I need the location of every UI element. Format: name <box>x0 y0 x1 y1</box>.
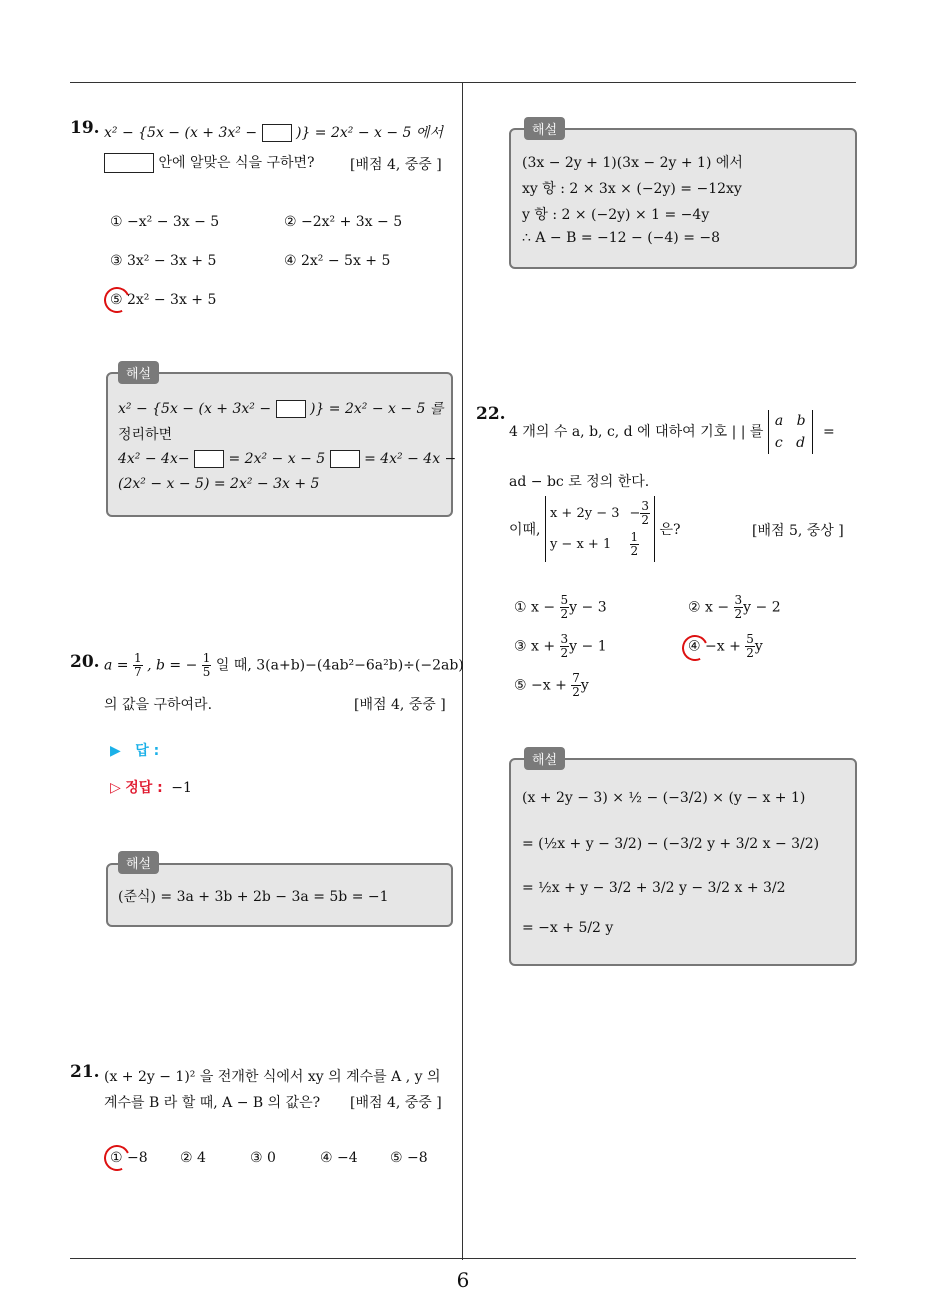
q20-meta: [배점 4, 중중 ] <box>354 697 446 713</box>
q19-sol-line2: 정리하면 <box>118 427 173 443</box>
q20-a-num: 1 <box>133 651 142 665</box>
q22-sol-line3: = ½x + y − 3/2 + 3/2 y − 3/2 x + 3/2 <box>522 880 786 896</box>
q22-line3 <box>509 496 681 562</box>
q21-choice-1[interactable]: ① −8 <box>110 1150 148 1166</box>
q22-m22-den: 2 <box>630 544 639 558</box>
q20-a-frac <box>133 652 143 679</box>
q19-sol-3a: 4x² − 4x− <box>118 451 190 467</box>
q22-text1: 4 개의 수 a, b, c, d 에 대하여 기호 | | 를 <box>509 424 764 440</box>
q22-c3-den: 2 <box>560 646 569 660</box>
q22-sol-line4: = −x + 5/2 y <box>522 920 614 936</box>
q22-c4-frac <box>745 633 755 660</box>
q19-sol-3c: = 4x² − 4x − <box>364 451 457 467</box>
q22-meta: [배점 5, 중상 ] <box>752 523 844 539</box>
q22-c2-frac <box>734 594 744 621</box>
q22-c5-den: 2 <box>572 685 580 699</box>
answer-arrow-icon: ▶ <box>110 743 121 759</box>
q20-line2: 의 값을 구하여라. <box>104 697 213 713</box>
q20-solution-tag: 해설 <box>118 851 159 874</box>
q22-sol-line1: (x + 2y − 3) × ½ − (−3/2) × (y − x + 1) <box>522 790 806 806</box>
q20-a-den: 7 <box>133 665 142 679</box>
q22-c3-pre: ③ x + <box>514 638 556 655</box>
bottom-rule <box>70 1258 856 1259</box>
q22-c2-den: 2 <box>734 607 743 621</box>
q19-blank-2 <box>104 153 154 173</box>
q22-eq: = <box>823 424 835 440</box>
q22-c1-num: 5 <box>560 593 569 607</box>
q21-sol-line3: y 항 : 2 × (−2y) × 1 = −4y <box>522 207 710 223</box>
q19-sol-3b: = 2x² − x − 5 <box>228 451 326 467</box>
q22-solution-tag: 해설 <box>524 747 565 770</box>
q22-m11: x + 2y − 3 <box>549 506 620 521</box>
correct-arrow-icon: ▷ <box>110 780 121 796</box>
q22-choice-1[interactable] <box>514 594 607 621</box>
q22-m21: y − x + 1 <box>549 537 612 552</box>
q19-sol-1a: x² − {5x − (x + 3x² − <box>118 401 272 417</box>
q22-c4-pre: ④ −x + <box>688 638 741 655</box>
q22-c3-post: y − 1 <box>569 638 607 655</box>
page-number: 6 <box>456 1268 470 1292</box>
q22-c5-frac <box>571 672 581 699</box>
q19-sol-blank-1 <box>276 400 306 418</box>
q21-choice-4[interactable]: ④ −4 <box>320 1150 358 1166</box>
q22-det-d: d <box>796 435 806 451</box>
q19-sol-line1 <box>118 398 443 418</box>
q21-meta: [배점 4, 중중 ] <box>350 1095 442 1111</box>
q21-answer-mark <box>100 1141 133 1174</box>
q20-line1 <box>104 652 464 679</box>
q19-line2 <box>104 152 315 173</box>
q22-m12 <box>630 498 651 529</box>
q22-m22 <box>630 529 651 560</box>
q22-m12-sign: − <box>629 506 641 521</box>
q19-choice-5[interactable]: ⑤ 2x² − 3x + 5 <box>110 292 217 308</box>
q19-sol-line4: (2x² − x − 5) = 2x² − 3x + 5 <box>118 476 320 492</box>
q22-c2-num: 3 <box>734 593 743 607</box>
q22-matrix <box>545 496 655 562</box>
q19-line1-b: )} = 2x² − x − 5 에서 <box>295 125 443 141</box>
q22-m12-den: 2 <box>641 513 650 527</box>
q19-choice-3[interactable]: ③ 3x² − 3x + 5 <box>110 253 217 269</box>
q19-solution-tag: 해설 <box>118 361 159 384</box>
q22-c5-post: y <box>580 677 589 694</box>
q22-c3-frac <box>560 633 570 660</box>
q20-b-num: 1 <box>202 651 211 665</box>
top-rule <box>70 82 856 83</box>
q22-sol-line2: = (½x + y − 3/2) − (−3/2 y + 3/2 x − 3/2) <box>522 836 820 852</box>
q21-number: 21. <box>70 1062 100 1082</box>
q22-m22-frac <box>630 531 640 558</box>
q19-choice-1[interactable]: ① −x² − 3x − 5 <box>110 214 220 230</box>
q22-m22-num: 1 <box>630 530 639 544</box>
q19-answer-mark <box>100 283 133 316</box>
q22-choice-2[interactable] <box>688 594 781 621</box>
q22-det-b: b <box>796 413 806 429</box>
q21-solution-box <box>509 128 857 269</box>
q20-answer-label: 답 : <box>135 743 160 759</box>
q19-sol-line3 <box>118 450 456 468</box>
q19-meta: [배점 4, 중중 ] <box>350 157 442 173</box>
q21-choice-3[interactable]: ③ 0 <box>250 1150 276 1166</box>
q20-b-den: 5 <box>202 665 211 679</box>
q20-correct-label: 정답 : <box>125 780 163 796</box>
q22-line1 <box>509 410 835 454</box>
q22-m12-frac <box>640 500 650 527</box>
q20-b-frac <box>202 652 212 679</box>
q21-sol-line4: ∴ A − B = −12 − (−4) = −8 <box>522 230 721 246</box>
q22-line2: ad − bc 로 정의 한다. <box>509 474 650 490</box>
q20-answer-row[interactable] <box>110 740 159 760</box>
q21-line2: 계수를 B 라 할 때, A − B 의 값은? <box>104 1095 321 1111</box>
q22-c2-pre: ② x − <box>688 599 730 616</box>
q22-c4-post: y <box>754 638 763 655</box>
q21-choice-2[interactable]: ② 4 <box>180 1150 206 1166</box>
q20-correct-value: −1 <box>171 780 192 796</box>
q22-c4-den: 2 <box>746 646 754 660</box>
q21-sol-line1: (3x − 2y + 1)(3x − 2y + 1) 에서 <box>522 155 743 171</box>
q21-line1: (x + 2y − 1)² 을 전개한 식에서 xy 의 계수를 A , y 의 <box>104 1069 441 1085</box>
q22-c1-pre: ① x − <box>514 599 556 616</box>
q22-m12-num: 3 <box>641 499 650 513</box>
q22-det-c: c <box>774 435 783 451</box>
q22-c1-frac <box>560 594 570 621</box>
q22-c1-den: 2 <box>560 607 569 621</box>
q19-line1 <box>104 122 443 142</box>
q22-c4-num: 5 <box>746 632 754 646</box>
q19-blank <box>262 124 292 142</box>
q20-number: 20. <box>70 652 100 672</box>
q22-c1-post: y − 3 <box>569 599 607 616</box>
q19-question: 안에 알맞은 식을 구하면? <box>158 155 315 171</box>
q22-c2-post: y − 2 <box>743 599 781 616</box>
q22-choice-3[interactable] <box>514 633 607 660</box>
q22-line3-post: 은? <box>659 522 681 538</box>
q20-correct-row <box>110 777 192 797</box>
q22-matrix-table <box>550 498 650 560</box>
q21-choice-5[interactable]: ⑤ −8 <box>390 1150 428 1166</box>
q22-c3-num: 3 <box>560 632 569 646</box>
q21-solution-tag: 해설 <box>524 117 565 140</box>
q19-solution-box <box>106 372 453 517</box>
q19-sol-blank-3 <box>330 450 360 468</box>
q21-sol-line2: xy 항 : 2 × 3x × (−2y) = −12xy <box>522 181 742 197</box>
q22-det-symbol <box>768 410 813 454</box>
q20-a-eq: a = <box>104 657 129 674</box>
q22-line3-pre: 이때, <box>509 522 541 538</box>
q19-choice-2[interactable]: ② −2x² + 3x − 5 <box>284 214 403 230</box>
q22-c5-pre: ⑤ −x + <box>514 677 567 694</box>
q19-sol-blank-2 <box>194 450 224 468</box>
q19-line1-a: x² − {5x − (x + 3x² − <box>104 125 258 141</box>
q19-sol-1b: )} = 2x² − x − 5 를 <box>309 401 444 417</box>
q19-number: 19. <box>70 118 100 138</box>
q22-det-a: a <box>774 413 784 429</box>
q20-b-eq: , b = − <box>147 657 198 674</box>
q22-c5-num: 7 <box>572 671 580 685</box>
q19-choice-4[interactable]: ④ 2x² − 5x + 5 <box>284 253 391 269</box>
q20-expr: 일 때, 3(a+b)−(4ab²−6a²b)÷(−2ab) <box>215 657 464 674</box>
q22-number: 22. <box>476 404 506 424</box>
q22-choice-5[interactable] <box>514 672 589 699</box>
q20-sol-line: (준식) = 3a + 3b + 2b − 3a = 5b = −1 <box>118 889 389 905</box>
